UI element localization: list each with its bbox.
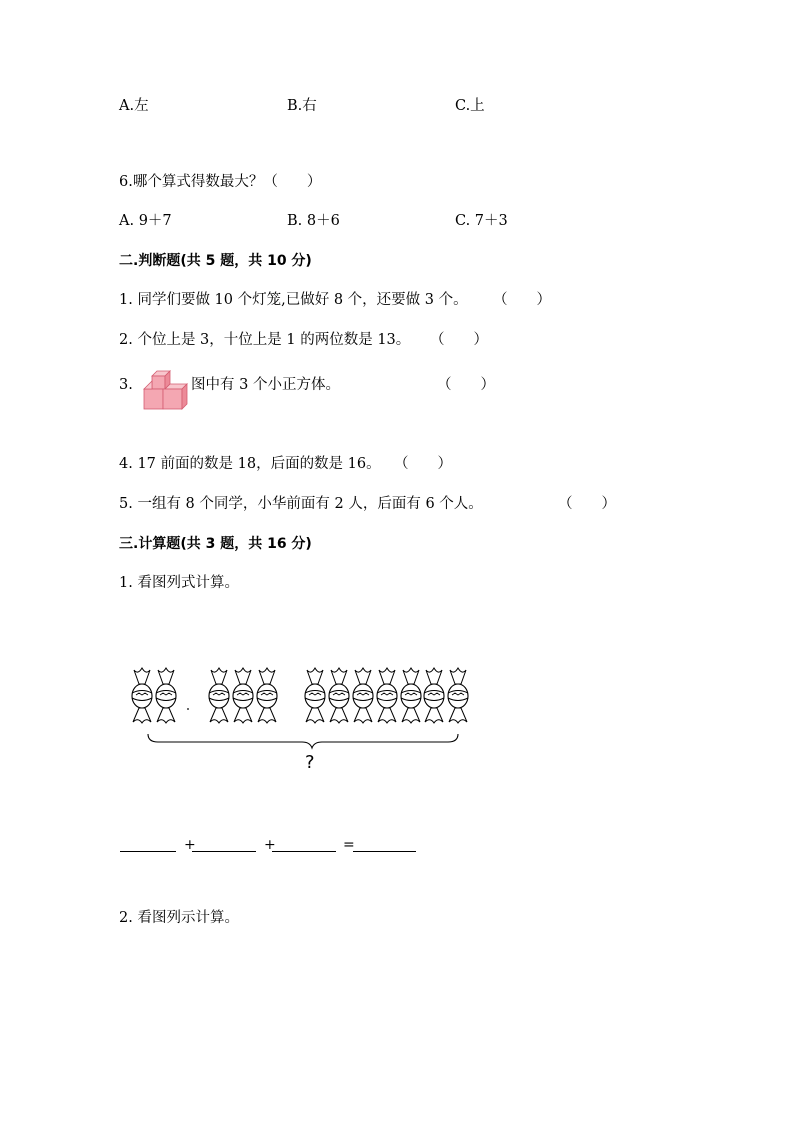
question-6-stem: 6.哪个算式得数最大？（ ） xyxy=(119,174,322,190)
judge-item-1-paren: （ ） xyxy=(493,292,551,308)
answer-blank-3[interactable] xyxy=(272,851,336,852)
plus-sign-2: + xyxy=(264,837,276,853)
equals-sign: = xyxy=(343,837,355,853)
judge-item-5-paren: （ ） xyxy=(558,496,616,512)
candy-3 xyxy=(209,668,229,723)
judge-item-3: 图中有 3 个小正方体。 xyxy=(191,377,340,393)
judge-item-2-paren: （ ） xyxy=(430,332,488,348)
option-c: C.上 xyxy=(455,98,485,114)
q6-option-a: A. 9＋7 xyxy=(119,213,172,229)
candy-7 xyxy=(329,668,349,723)
section-3-heading: 三.计算题(共 3 题，共 16 分) xyxy=(119,536,312,552)
judge-item-1: 1. 同学们要做 10 个灯笼,已做好 8 个，还要做 3 个。 xyxy=(119,292,468,308)
answer-blank-result[interactable] xyxy=(353,851,416,852)
candy-2 xyxy=(156,668,176,723)
candy-5 xyxy=(257,668,277,723)
plus-sign-1: + xyxy=(184,837,196,853)
candy-4 xyxy=(233,668,253,723)
section-2-heading: 二.判断题(共 5 题，共 10 分) xyxy=(119,253,312,269)
candy-11 xyxy=(424,668,444,723)
judge-item-5: 5. 一组有 8 个同学，小华前面有 2 人，后面有 6 个人。 xyxy=(119,496,483,512)
q6-option-c: C. 7＋3 xyxy=(455,213,508,229)
candy-10 xyxy=(401,668,421,723)
candy-1 xyxy=(132,668,152,723)
calc-question-1: 1. 看图列式计算。 xyxy=(119,575,239,591)
option-a: A.左 xyxy=(119,98,149,114)
judge-item-3-number: 3. xyxy=(119,377,133,393)
candy-6 xyxy=(305,668,325,723)
candy-9 xyxy=(377,668,397,723)
curly-brace xyxy=(148,734,458,748)
question-mark: ? xyxy=(305,752,315,773)
answer-blank-2[interactable] xyxy=(192,851,256,852)
answer-blank-1[interactable] xyxy=(120,851,176,852)
cubes-figure xyxy=(142,368,190,414)
candy-12 xyxy=(448,668,468,723)
q6-option-b: B. 8＋6 xyxy=(287,213,340,229)
option-b: B.右 xyxy=(287,98,317,114)
stray-dot xyxy=(187,708,189,710)
judge-item-2: 2. 个位上是 3，十位上是 1 的两位数是 13。 xyxy=(119,332,411,348)
calc-question-2: 2. 看图列示计算。 xyxy=(119,910,239,926)
candy-figure xyxy=(128,666,473,778)
judge-item-4: 4. 17 前面的数是 18，后面的数是 16。 xyxy=(119,456,381,472)
judge-item-3-paren: （ ） xyxy=(437,377,495,393)
judge-item-4-paren: （ ） xyxy=(394,456,452,472)
candy-8 xyxy=(353,668,373,723)
